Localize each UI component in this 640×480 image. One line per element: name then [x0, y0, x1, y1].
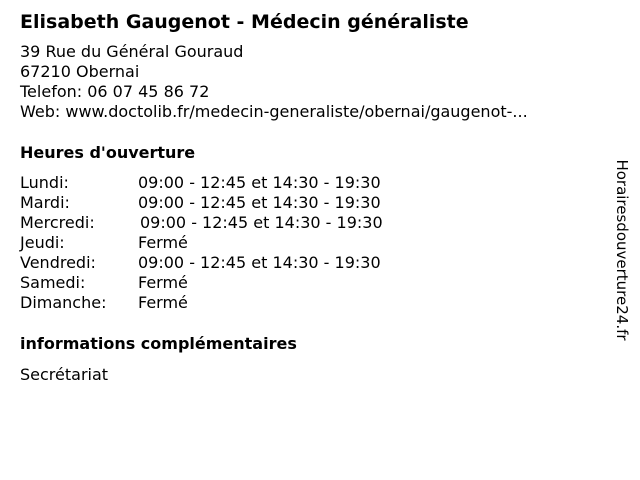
- hours-row: [20, 233, 600, 253]
- hours-row: [20, 253, 600, 273]
- doctor-card: [20, 8, 600, 385]
- address-city: 67210 Obernai: [20, 62, 140, 81]
- hours-row: [20, 213, 600, 233]
- hours-row: [20, 193, 600, 213]
- phone-number: Telefon: 06 07 45 86 72: [20, 82, 210, 101]
- hours-time: 09:00 - 12:45 et 14:30 - 19:30: [140, 213, 383, 232]
- opening-hours-heading: Heures d'ouverture: [20, 143, 196, 162]
- website-link[interactable]: Web: www.doctolib.fr/medecin-generaliste/obernai/gaugenot-...: [20, 102, 528, 121]
- hours-day: Mercredi:: [20, 213, 95, 232]
- hours-day: Mardi:: [20, 193, 70, 212]
- address-block: [20, 42, 600, 122]
- hours-day: Vendredi:: [20, 253, 96, 272]
- additional-info-heading: informations complémentaires: [20, 334, 297, 353]
- opening-hours-table: [20, 173, 600, 313]
- hours-time: Fermé: [138, 293, 188, 312]
- page-title: Elisabeth Gaugenot - Médecin généraliste: [20, 11, 469, 33]
- hours-day: Samedi:: [20, 273, 86, 292]
- hours-row: [20, 173, 600, 193]
- hours-time: Fermé: [138, 273, 188, 292]
- hours-row: [20, 293, 600, 313]
- site-watermark: Horairesdouverture24.fr: [613, 159, 631, 341]
- hours-row: [20, 273, 600, 293]
- hours-time: 09:00 - 12:45 et 14:30 - 19:30: [138, 173, 381, 192]
- hours-day: Lundi:: [20, 173, 69, 192]
- hours-day: Jeudi:: [20, 233, 65, 252]
- hours-time: 09:00 - 12:45 et 14:30 - 19:30: [138, 253, 381, 272]
- hours-day: Dimanche:: [20, 293, 107, 312]
- address-street: 39 Rue du Général Gouraud: [20, 42, 244, 61]
- hours-time: Fermé: [138, 233, 188, 252]
- additional-info-text: Secrétariat: [20, 365, 109, 384]
- hours-time: 09:00 - 12:45 et 14:30 - 19:30: [138, 193, 381, 212]
